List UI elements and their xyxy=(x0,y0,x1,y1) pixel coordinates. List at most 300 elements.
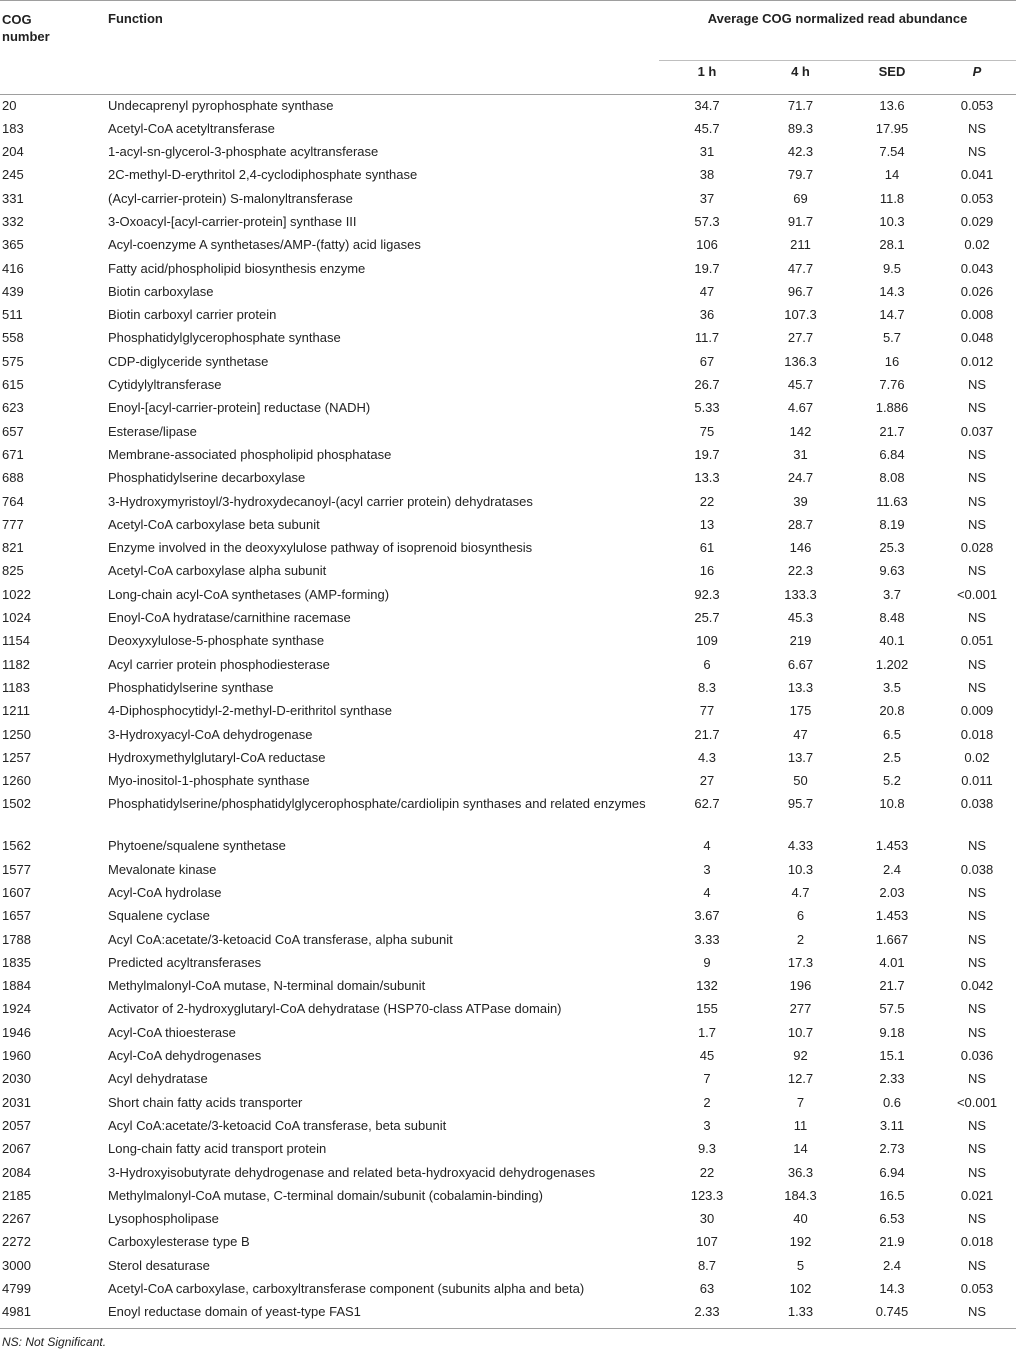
cell-abundance-4h: 10.7 xyxy=(787,1024,814,1040)
cell-function: Acyl-coenzyme A synthetases/AMP-(fatty) acid ligases xyxy=(108,237,421,253)
cell-p-value: NS xyxy=(967,838,987,854)
cell-function: Deoxyxylulose-5-phosphate synthase xyxy=(108,633,325,649)
cell-cog-number: 1835 xyxy=(2,954,31,970)
cell-sed: 7.76 xyxy=(879,377,905,393)
cell-sed: 0.745 xyxy=(875,1304,909,1320)
cell-cog-number: 332 xyxy=(2,213,24,229)
cell-sed: 20.8 xyxy=(879,703,905,719)
cell-sed: 9.5 xyxy=(882,260,902,276)
cell-abundance-1h: 155 xyxy=(696,1001,718,1017)
cell-function: Acyl CoA:acetate/3-ketoacid CoA transferase, beta subunit xyxy=(108,1117,447,1133)
cell-p-value: 0.038 xyxy=(960,796,994,812)
cell-abundance-1h: 75 xyxy=(699,423,715,439)
cell-abundance-1h: 7 xyxy=(703,1071,711,1087)
table-row xyxy=(0,351,1016,374)
cell-abundance-4h: 71.7 xyxy=(787,98,814,113)
cell-sed: 25.3 xyxy=(879,540,905,556)
cell-abundance-1h: 34.7 xyxy=(694,98,720,113)
header-1h: 1 h xyxy=(697,64,717,79)
cell-abundance-4h: 17.3 xyxy=(787,954,814,970)
cell-abundance-4h: 5 xyxy=(796,1257,805,1273)
cell-cog-number: 2272 xyxy=(2,1234,31,1250)
cell-abundance-1h: 13 xyxy=(699,516,715,532)
cell-cog-number: 1960 xyxy=(2,1048,31,1064)
cell-cog-number: 2267 xyxy=(2,1211,31,1227)
cell-cog-number: 1946 xyxy=(2,1024,31,1040)
cell-function: Undecaprenyl pyrophosphate synthase xyxy=(108,98,334,113)
cell-abundance-1h: 22 xyxy=(699,1164,715,1180)
cell-abundance-4h: 45.7 xyxy=(787,377,814,393)
cell-abundance-1h: 26.7 xyxy=(694,377,720,393)
cell-abundance-1h: 8.3 xyxy=(697,679,717,695)
cell-abundance-4h: 22.3 xyxy=(787,563,814,579)
cell-abundance-1h: 3.33 xyxy=(694,931,720,947)
cell-p-value: 0.02 xyxy=(964,237,990,253)
cell-abundance-1h: 2.33 xyxy=(694,1304,720,1320)
table-row xyxy=(0,1115,1016,1138)
cell-cog-number: 1502 xyxy=(2,796,31,812)
table-row xyxy=(0,700,1016,723)
cell-abundance-4h: 42.3 xyxy=(787,144,814,160)
cell-abundance-4h: 175 xyxy=(789,703,812,719)
table-row xyxy=(0,1138,1016,1161)
cell-p-value: NS xyxy=(967,1211,987,1227)
cell-p-value: NS xyxy=(967,1257,987,1273)
cell-sed: 16.5 xyxy=(879,1187,905,1203)
cell-abundance-1h: 63 xyxy=(699,1281,715,1297)
cell-sed: 3.11 xyxy=(879,1117,905,1133)
table-header xyxy=(0,1,1016,95)
cell-cog-number: 1924 xyxy=(2,1001,31,1017)
cell-sed: 4.01 xyxy=(879,954,905,970)
cell-sed: 21.7 xyxy=(879,423,905,439)
cell-abundance-4h: 79.7 xyxy=(787,167,814,183)
table-row xyxy=(0,118,1016,141)
cell-abundance-1h: 47 xyxy=(699,283,715,299)
table-row xyxy=(0,491,1016,514)
cell-function: Short chain fatty acids transporter xyxy=(108,1094,303,1110)
cell-cog-number: 183 xyxy=(2,120,24,136)
cell-abundance-4h: 6 xyxy=(796,908,805,924)
cell-p-value: NS xyxy=(967,493,987,509)
cell-abundance-4h: 10.3 xyxy=(787,861,814,877)
table-row xyxy=(0,141,1016,164)
cell-abundance-1h: 8.7 xyxy=(697,1257,717,1273)
header-sed: SED xyxy=(878,64,906,79)
cell-sed: 1.886 xyxy=(875,400,909,416)
cell-abundance-4h: 102 xyxy=(789,1281,812,1297)
cell-function: Acetyl-CoA carboxylase, carboxyltransferase component (subunits alpha and beta) xyxy=(108,1281,585,1297)
cell-p-value: 0.038 xyxy=(960,861,994,877)
cell-cog-number: 2084 xyxy=(2,1164,31,1180)
cell-abundance-1h: 62.7 xyxy=(694,796,720,812)
cell-p-value: 0.021 xyxy=(960,1187,994,1203)
table-row xyxy=(0,95,1016,118)
cell-abundance-4h: 4.33 xyxy=(787,838,814,854)
cell-abundance-4h: 146 xyxy=(789,540,812,556)
cell-sed: 57.5 xyxy=(879,1001,905,1017)
cell-sed: 21.9 xyxy=(879,1234,905,1250)
cell-sed: 1.453 xyxy=(875,908,909,924)
cell-abundance-1h: 19.7 xyxy=(694,446,720,462)
cell-sed: 0.6 xyxy=(882,1094,902,1110)
cell-cog-number: 2185 xyxy=(2,1187,31,1203)
cell-cog-number: 4981 xyxy=(2,1304,31,1320)
cell-abundance-1h: 123.3 xyxy=(690,1187,724,1203)
table-row xyxy=(0,607,1016,630)
cell-cog-number: 821 xyxy=(2,540,24,556)
cell-abundance-4h: 47.7 xyxy=(787,260,814,276)
cell-abundance-1h: 4.3 xyxy=(697,749,717,765)
cell-p-value: NS xyxy=(967,144,987,160)
cell-abundance-1h: 109 xyxy=(696,633,718,649)
cell-abundance-4h: 91.7 xyxy=(787,213,814,229)
table-row xyxy=(0,1092,1016,1115)
cell-cog-number: 365 xyxy=(2,237,24,253)
cell-abundance-4h: 24.7 xyxy=(787,470,814,486)
table-row xyxy=(0,258,1016,281)
cell-sed: 15.1 xyxy=(879,1048,905,1064)
table-row xyxy=(0,537,1016,560)
cell-sed: 8.19 xyxy=(879,516,905,532)
cell-function: Methylmalonyl-CoA mutase, N-terminal domain/subunit xyxy=(108,978,426,994)
cell-abundance-4h: 40 xyxy=(793,1211,808,1227)
cell-p-value: 0.043 xyxy=(960,260,994,276)
cell-cog-number: 777 xyxy=(2,516,24,532)
cell-abundance-4h: 45.3 xyxy=(787,610,814,626)
cell-cog-number: 204 xyxy=(2,144,24,160)
table-row xyxy=(0,1278,1016,1301)
cell-cog-number: 1788 xyxy=(2,931,31,947)
cell-function: Squalene cyclase xyxy=(108,908,210,924)
cell-abundance-4h: 13.7 xyxy=(787,749,814,765)
cell-sed: 3.7 xyxy=(882,586,902,602)
cell-sed: 1.453 xyxy=(875,838,909,854)
table-row xyxy=(0,467,1016,490)
cell-function: Phytoene/squalene synthetase xyxy=(108,838,286,854)
cell-function: Hydroxymethylglutaryl-CoA reductase xyxy=(108,749,326,765)
table-row xyxy=(0,770,1016,793)
cell-function: 3-Oxoacyl-[acyl-carrier-protein] synthase III xyxy=(108,213,357,229)
cell-abundance-4h: 12.7 xyxy=(787,1071,814,1087)
cell-abundance-4h: 50 xyxy=(793,773,808,789)
cell-cog-number: 2031 xyxy=(2,1094,31,1110)
cell-p-value: 0.053 xyxy=(960,1281,994,1297)
cell-p-value: NS xyxy=(967,954,987,970)
table-row xyxy=(0,327,1016,350)
cell-sed: 21.7 xyxy=(879,978,905,994)
cell-function: 1-acyl-sn-glycerol-3-phosphate acyltransferase xyxy=(108,144,379,160)
cell-function: Acyl carrier protein phosphodiesterase xyxy=(108,656,330,672)
table-row xyxy=(0,421,1016,444)
cell-function: 4-Diphosphocytidyl-2-methyl-D-erithritol synthase xyxy=(108,703,392,719)
cell-sed: 1.667 xyxy=(875,931,909,947)
cell-p-value: 0.041 xyxy=(960,167,994,183)
cell-function: Enoyl-[acyl-carrier-protein] reductase (NADH) xyxy=(108,400,371,416)
cell-abundance-1h: 3 xyxy=(703,861,711,877)
cell-p-value: NS xyxy=(967,1141,987,1157)
cell-p-value: 0.036 xyxy=(960,1048,994,1064)
cell-function: Phosphatidylserine synthase xyxy=(108,679,274,695)
cell-cog-number: 764 xyxy=(2,493,24,509)
cell-abundance-4h: 28.7 xyxy=(787,516,814,532)
cell-p-value: NS xyxy=(967,516,987,532)
cell-p-value: NS xyxy=(967,1164,987,1180)
header-cog-number: COG number xyxy=(2,12,50,44)
cell-function: Biotin carboxylase xyxy=(108,283,214,299)
cell-sed: 9.63 xyxy=(879,563,905,579)
cell-cog-number: 1182 xyxy=(2,656,30,672)
cell-p-value: NS xyxy=(967,1071,987,1087)
table-row xyxy=(0,444,1016,467)
cell-function: Sterol desaturase xyxy=(108,1257,210,1273)
cell-sed: 1.202 xyxy=(875,656,909,672)
cell-abundance-1h: 107 xyxy=(696,1234,718,1250)
cell-function: Acyl-CoA thioesterase xyxy=(108,1024,236,1040)
table-row xyxy=(0,234,1016,257)
cell-function: Acyl dehydratase xyxy=(108,1071,208,1087)
cell-sed: 40.1 xyxy=(879,633,905,649)
cell-p-value: <0.001 xyxy=(956,1094,998,1110)
cell-sed: 6.84 xyxy=(879,446,905,462)
cell-sed: 8.48 xyxy=(879,610,905,626)
cell-p-value: <0.001 xyxy=(956,586,998,602)
cell-function: Acyl CoA:acetate/3-ketoacid CoA transferase, alpha subunit xyxy=(108,931,453,947)
cell-function: Enzyme involved in the deoxyxylulose pathway of isoprenoid biosynthesis xyxy=(108,540,533,556)
cell-abundance-4h: 142 xyxy=(789,423,812,439)
cell-p-value: NS xyxy=(967,563,987,579)
cell-sed: 2.73 xyxy=(879,1141,905,1157)
cell-abundance-1h: 92.3 xyxy=(694,586,720,602)
cell-abundance-4h: 39 xyxy=(793,493,808,509)
cell-abundance-4h: 6.67 xyxy=(787,656,814,672)
table-row xyxy=(0,998,1016,1021)
cell-cog-number: 1257 xyxy=(2,749,31,765)
cell-abundance-4h: 89.3 xyxy=(787,120,814,136)
cell-cog-number: 245 xyxy=(2,167,24,183)
cell-p-value: 0.018 xyxy=(960,1234,994,1250)
cell-function: Methylmalonyl-CoA mutase, C-terminal domain/subunit (cobalamin-binding) xyxy=(108,1187,543,1203)
cell-sed: 14 xyxy=(884,167,900,183)
cell-sed: 3.5 xyxy=(882,679,902,695)
cell-sed: 14.7 xyxy=(879,307,905,323)
cell-cog-number: 1607 xyxy=(2,885,31,900)
cell-cog-number: 4799 xyxy=(2,1281,31,1297)
cell-abundance-4h: 4.67 xyxy=(787,400,814,416)
cell-abundance-1h: 19.7 xyxy=(694,260,720,276)
cell-function: Cytidylyltransferase xyxy=(108,377,222,393)
cell-cog-number: 1022 xyxy=(2,586,31,602)
footnote: NS: Not Significant. xyxy=(2,1334,107,1349)
table-row xyxy=(0,397,1016,420)
cell-abundance-4h: 219 xyxy=(789,633,812,649)
cell-sed: 13.6 xyxy=(879,98,905,113)
cell-abundance-1h: 13.3 xyxy=(694,470,720,486)
cell-function: Lysophospholipase xyxy=(108,1211,219,1227)
cell-function: Carboxylesterase type B xyxy=(108,1234,250,1250)
table-row xyxy=(0,1045,1016,1068)
cell-sed: 6.5 xyxy=(882,726,902,742)
cell-p-value: 0.008 xyxy=(960,307,994,323)
cell-abundance-1h: 36 xyxy=(699,307,715,323)
table-row xyxy=(0,304,1016,327)
cell-cog-number: 2067 xyxy=(2,1141,31,1157)
table-row xyxy=(0,1185,1016,1208)
cell-function: Fatty acid/phospholipid biosynthesis enzyme xyxy=(108,260,366,276)
cell-abundance-4h: 1.33 xyxy=(787,1304,814,1320)
table-row xyxy=(0,835,1016,858)
cell-abundance-1h: 57.3 xyxy=(694,213,720,229)
cell-function: Long-chain acyl-CoA synthetases (AMP-forming) xyxy=(108,586,390,602)
cell-p-value: 0.009 xyxy=(960,703,994,719)
cell-sed: 2.4 xyxy=(882,1257,902,1273)
cell-abundance-1h: 5.33 xyxy=(694,400,720,416)
cell-p-value: NS xyxy=(967,377,987,393)
cell-abundance-1h: 45.7 xyxy=(694,120,720,136)
cell-cog-number: 1024 xyxy=(2,610,31,626)
cell-p-value: 0.053 xyxy=(960,190,994,206)
cell-sed: 14.3 xyxy=(879,283,905,299)
cell-abundance-1h: 31 xyxy=(699,144,715,160)
cell-abundance-1h: 16 xyxy=(699,563,715,579)
cell-p-value: NS xyxy=(967,908,987,924)
table-row xyxy=(0,882,1016,905)
cell-function: Enoyl reductase domain of yeast-type FAS1 xyxy=(108,1304,361,1320)
cell-cog-number: 1562 xyxy=(2,838,31,854)
cell-sed: 8.08 xyxy=(879,470,905,486)
cell-cog-number: 558 xyxy=(2,330,24,346)
cell-abundance-4h: 92 xyxy=(793,1048,808,1064)
cell-function: Predicted acyltransferases xyxy=(108,954,262,970)
cell-abundance-1h: 27 xyxy=(699,773,715,789)
cell-p-value: NS xyxy=(967,931,987,947)
cell-abundance-4h: 47 xyxy=(793,726,808,742)
cell-p-value: NS xyxy=(967,1001,987,1017)
cell-p-value: 0.053 xyxy=(960,98,994,113)
cell-sed: 11.8 xyxy=(879,190,905,206)
cell-abundance-4h: 2 xyxy=(796,931,805,947)
cell-p-value: 0.012 xyxy=(960,353,994,369)
cell-cog-number: 2057 xyxy=(2,1117,31,1133)
cell-sed: 11.63 xyxy=(876,493,908,509)
cell-p-value: NS xyxy=(967,470,987,486)
cell-abundance-1h: 1.7 xyxy=(697,1024,717,1040)
cell-p-value: NS xyxy=(967,610,987,626)
cell-abundance-1h: 21.7 xyxy=(694,726,720,742)
cell-abundance-1h: 37 xyxy=(699,190,715,206)
cell-cog-number: 2030 xyxy=(2,1071,31,1087)
cell-p-value: 0.051 xyxy=(960,633,994,649)
cell-abundance-4h: 7 xyxy=(796,1094,805,1110)
cell-abundance-1h: 9.3 xyxy=(697,1141,717,1157)
table-row xyxy=(0,952,1016,975)
table-row xyxy=(0,724,1016,747)
cell-cog-number: 671 xyxy=(2,446,24,462)
cell-function: Acetyl-CoA carboxylase alpha subunit xyxy=(108,563,327,579)
table-row xyxy=(0,1255,1016,1278)
cell-sed: 2.03 xyxy=(879,885,905,900)
cell-p-value: 0.029 xyxy=(960,213,994,229)
cell-function: Acetyl-CoA acetyltransferase xyxy=(108,120,275,136)
cell-sed: 16 xyxy=(884,353,900,369)
cell-cog-number: 3000 xyxy=(2,1257,31,1273)
cell-abundance-4h: 95.7 xyxy=(787,796,814,812)
cell-abundance-1h: 38 xyxy=(699,167,715,183)
cell-function: CDP-diglyceride synthetase xyxy=(108,353,269,369)
cell-cog-number: 1260 xyxy=(2,773,31,789)
cell-abundance-4h: 27.7 xyxy=(787,330,814,346)
cell-sed: 2.33 xyxy=(879,1071,905,1087)
cell-p-value: 0.037 xyxy=(960,423,994,439)
cell-abundance-1h: 25.7 xyxy=(694,610,720,626)
table-row xyxy=(0,677,1016,700)
table-row xyxy=(0,1162,1016,1185)
cell-abundance-1h: 9 xyxy=(703,954,711,970)
cell-function: 3-Hydroxyisobutyrate dehydrogenase and related beta-hydroxyacid dehydrogenases xyxy=(108,1164,596,1180)
cell-abundance-1h: 22 xyxy=(699,493,715,509)
header-function: Function xyxy=(108,11,163,26)
cell-abundance-4h: 13.3 xyxy=(787,679,814,695)
header-average-abundance: Average COG normalized read abundance xyxy=(659,1,1016,61)
cell-abundance-4h: 107.3 xyxy=(784,307,817,323)
table-row xyxy=(0,1022,1016,1045)
table-row xyxy=(0,188,1016,211)
table-row xyxy=(0,281,1016,304)
cell-function: Acyl-CoA dehydrogenases xyxy=(108,1048,262,1064)
cell-function: Long-chain fatty acid transport protein xyxy=(108,1141,327,1157)
header-p: P xyxy=(972,64,982,79)
cell-sed: 9.18 xyxy=(879,1024,905,1040)
cell-abundance-4h: 36.3 xyxy=(787,1164,814,1180)
cell-p-value: NS xyxy=(967,446,987,462)
cell-p-value: 0.042 xyxy=(960,978,994,994)
cell-abundance-4h: 196 xyxy=(789,978,812,994)
cell-cog-number: 688 xyxy=(2,470,24,486)
cell-function: Phosphatidylserine/phosphatidylglycerophosphate/cardiolipin synthases and related enzymes xyxy=(108,796,646,812)
cell-abundance-4h: 136.3 xyxy=(784,353,817,369)
cell-p-value: NS xyxy=(967,120,987,136)
cell-function: Phosphatidylserine decarboxylase xyxy=(108,470,306,486)
table-row xyxy=(0,374,1016,397)
table-row xyxy=(0,747,1016,770)
cell-function: Membrane-associated phospholipid phosphatase xyxy=(108,446,392,462)
header-4h: 4 h xyxy=(791,64,810,79)
cell-sed: 10.3 xyxy=(879,213,905,229)
cell-function: Phosphatidylglycerophosphate synthase xyxy=(108,330,341,346)
cell-abundance-1h: 6 xyxy=(703,656,711,672)
table-row xyxy=(0,905,1016,928)
cell-p-value: 0.018 xyxy=(960,726,994,742)
cell-cog-number: 825 xyxy=(2,563,24,579)
cell-cog-number: 615 xyxy=(2,377,24,393)
table-body xyxy=(0,95,1016,1329)
cell-abundance-1h: 2 xyxy=(703,1094,711,1110)
cell-function: Myo-inositol-1-phosphate synthase xyxy=(108,773,310,789)
cell-p-value: 0.048 xyxy=(960,330,994,346)
cell-function: Mevalonate kinase xyxy=(108,861,217,877)
cell-function: Acyl-CoA hydrolase xyxy=(108,885,222,900)
cell-sed: 17.95 xyxy=(875,120,909,136)
cell-function: (Acyl-carrier-protein) S-malonyltransferase xyxy=(108,190,353,206)
cell-p-value: NS xyxy=(967,1117,987,1133)
table-row xyxy=(0,1208,1016,1231)
cell-cog-number: 416 xyxy=(2,260,24,276)
cell-abundance-1h: 3 xyxy=(703,1117,711,1133)
cell-abundance-4h: 277 xyxy=(789,1001,812,1017)
cell-p-value: NS xyxy=(967,1024,987,1040)
cell-abundance-4h: 11 xyxy=(793,1117,808,1133)
cell-p-value: NS xyxy=(967,1304,987,1320)
